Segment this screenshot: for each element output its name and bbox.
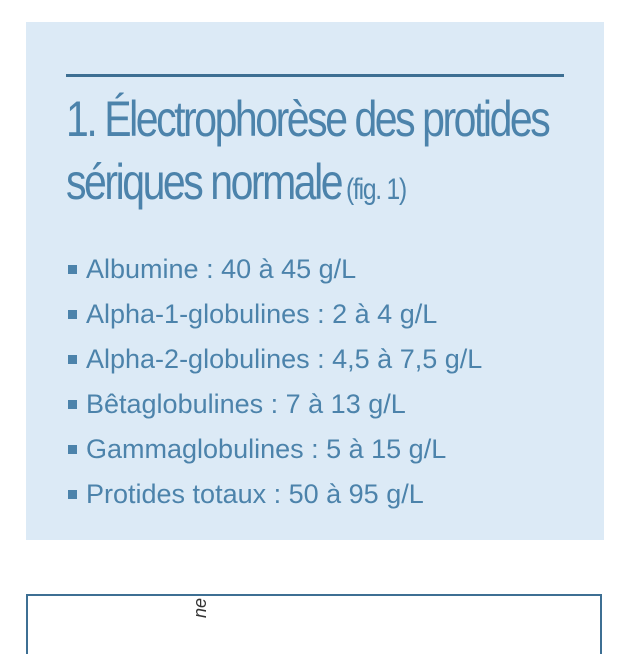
list-item xyxy=(68,382,482,427)
figure-reference: (fig. 1) xyxy=(346,173,406,206)
list-item-text: Gammaglobulines : 5 à 15 g/L xyxy=(86,434,447,464)
list-item-text: Alpha-2-globulines : 4,5 à 7,5 g/L xyxy=(86,344,483,374)
square-bullet-icon xyxy=(68,400,77,409)
list-item xyxy=(68,472,482,517)
square-bullet-icon xyxy=(68,490,77,499)
title-line-1: 1. Électrophorèse des protides xyxy=(66,91,549,147)
title-line-2-text: sériques normale xyxy=(66,154,342,210)
square-bullet-icon xyxy=(68,445,77,454)
list-item xyxy=(68,337,482,382)
title-line-2 xyxy=(66,151,591,221)
list-item xyxy=(68,247,482,292)
section-title xyxy=(66,88,591,221)
list-item xyxy=(68,292,482,337)
values-list xyxy=(68,247,482,517)
figure-frame xyxy=(26,594,602,654)
top-rule xyxy=(66,74,564,77)
list-item-text: Bêtaglobulines : 7 à 13 g/L xyxy=(86,389,406,419)
square-bullet-icon xyxy=(68,310,77,319)
list-item xyxy=(68,427,482,472)
info-box xyxy=(26,22,604,540)
list-item-text: Albumine : 40 à 45 g/L xyxy=(86,254,357,284)
list-item-text: Protides totaux : 50 à 95 g/L xyxy=(86,479,424,509)
list-item-text: Alpha-1-globulines : 2 à 4 g/L xyxy=(86,299,438,329)
rotated-label-fragment: ne xyxy=(190,597,210,618)
square-bullet-icon xyxy=(68,265,77,274)
square-bullet-icon xyxy=(68,355,77,364)
